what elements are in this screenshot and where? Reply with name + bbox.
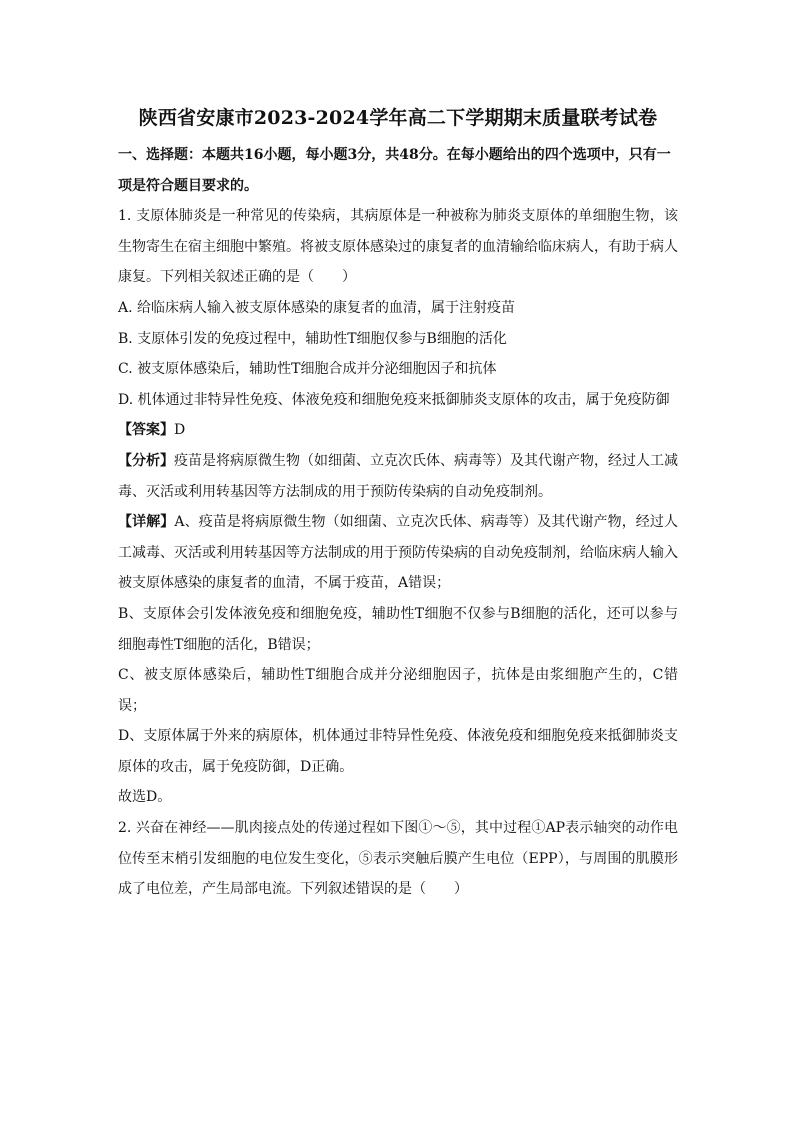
question-1-analysis — [118, 446, 678, 507]
question-1-option-a: A. 给临床病人输入被支原体感染的康复者的血清，属于注射疫苗 — [118, 299, 516, 316]
section-heading: 一、选择题：本题共16小题，每小题3分，共48分。在每小题给出的四个选项中，只有一项是符合题目要求的。 — [118, 147, 671, 194]
exam-page — [118, 100, 678, 905]
exam-title: 陕西省安康市2023-2024学年高二下学期期末质量联考试卷 — [138, 107, 658, 129]
question-1-conclusion: 故选D。 — [118, 789, 172, 806]
answer-tag: 【答案】 — [118, 422, 174, 439]
question-1-answer — [118, 415, 678, 446]
answer-value: D — [174, 422, 186, 439]
question-1-stem: 1. 支原体肺炎是一种常见的传染病，其病原体是一种被称为肺炎支原体的单细胞生物，该生物寄生在宿主细胞中繁殖。将被支原体感染过的康复者的血清输给临床病人，有助于病人康复。下列相关叙述正确的是（ ） — [118, 208, 678, 286]
question-2-stem: 2. 兴奋在神经——肌肉接点处的传递过程如下图①～⑤，其中过程①AP表示轴突的动作电位传至末梢引发细胞的电位发生变化，⑤表示突触后膜产生电位（EPP），与周围的肌膜形成了电位差，产生局部电流。下列叙述错误的是（ ） — [118, 820, 678, 898]
detail-tag: 【详解】 — [118, 514, 175, 531]
question-1-option-b: B. 支原体引发的免疫过程中，辅助性T细胞仅参与B细胞的活化 — [118, 330, 507, 347]
detail-text: A、疫苗是将病原微生物（如细菌、立克次氏体、病毒等）及其代谢产物，经过人工减毒、灭活或利用转基因等方法制成的用于预防传染病的自动免疫制剂，给临床病人输入被支原体感染的康复者的血清，不属于疫苗，A错误； — [118, 514, 679, 592]
question-1-detail-c: C、被支原体感染后，辅助性T细胞合成并分泌细胞因子，抗体是由浆细胞产生的，C错误； — [118, 667, 678, 714]
question-1-option-d: D. 机体通过非特异性免疫、体液免疫和细胞免疫来抵御肺炎支原体的攻击，属于免疫防御 — [118, 391, 670, 408]
analysis-text: 疫苗是将病原微生物（如细菌、立克次氏体、病毒等）及其代谢产物，经过人工减毒、灭活或利用转基因等方法制成的用于预防传染病的自动免疫制剂。 — [118, 452, 678, 500]
question-1-detail-d: D、支原体属于外来的病原体，机体通过非特异性免疫、体液免疫和细胞免疫来抵御肺炎支原体的攻击，属于免疫防御，D正确。 — [118, 728, 678, 775]
question-1-detail — [118, 507, 678, 599]
question-1-option-c: C. 被支原体感染后，辅助性T细胞合成并分泌细胞因子和抗体 — [118, 361, 497, 378]
analysis-tag: 【分析】 — [118, 452, 174, 469]
question-1-detail-b: B、支原体会引发体液免疫和细胞免疫，辅助性T细胞不仅参与B细胞的活化，还可以参与细胞毒性T细胞的活化，B错误； — [118, 605, 678, 653]
